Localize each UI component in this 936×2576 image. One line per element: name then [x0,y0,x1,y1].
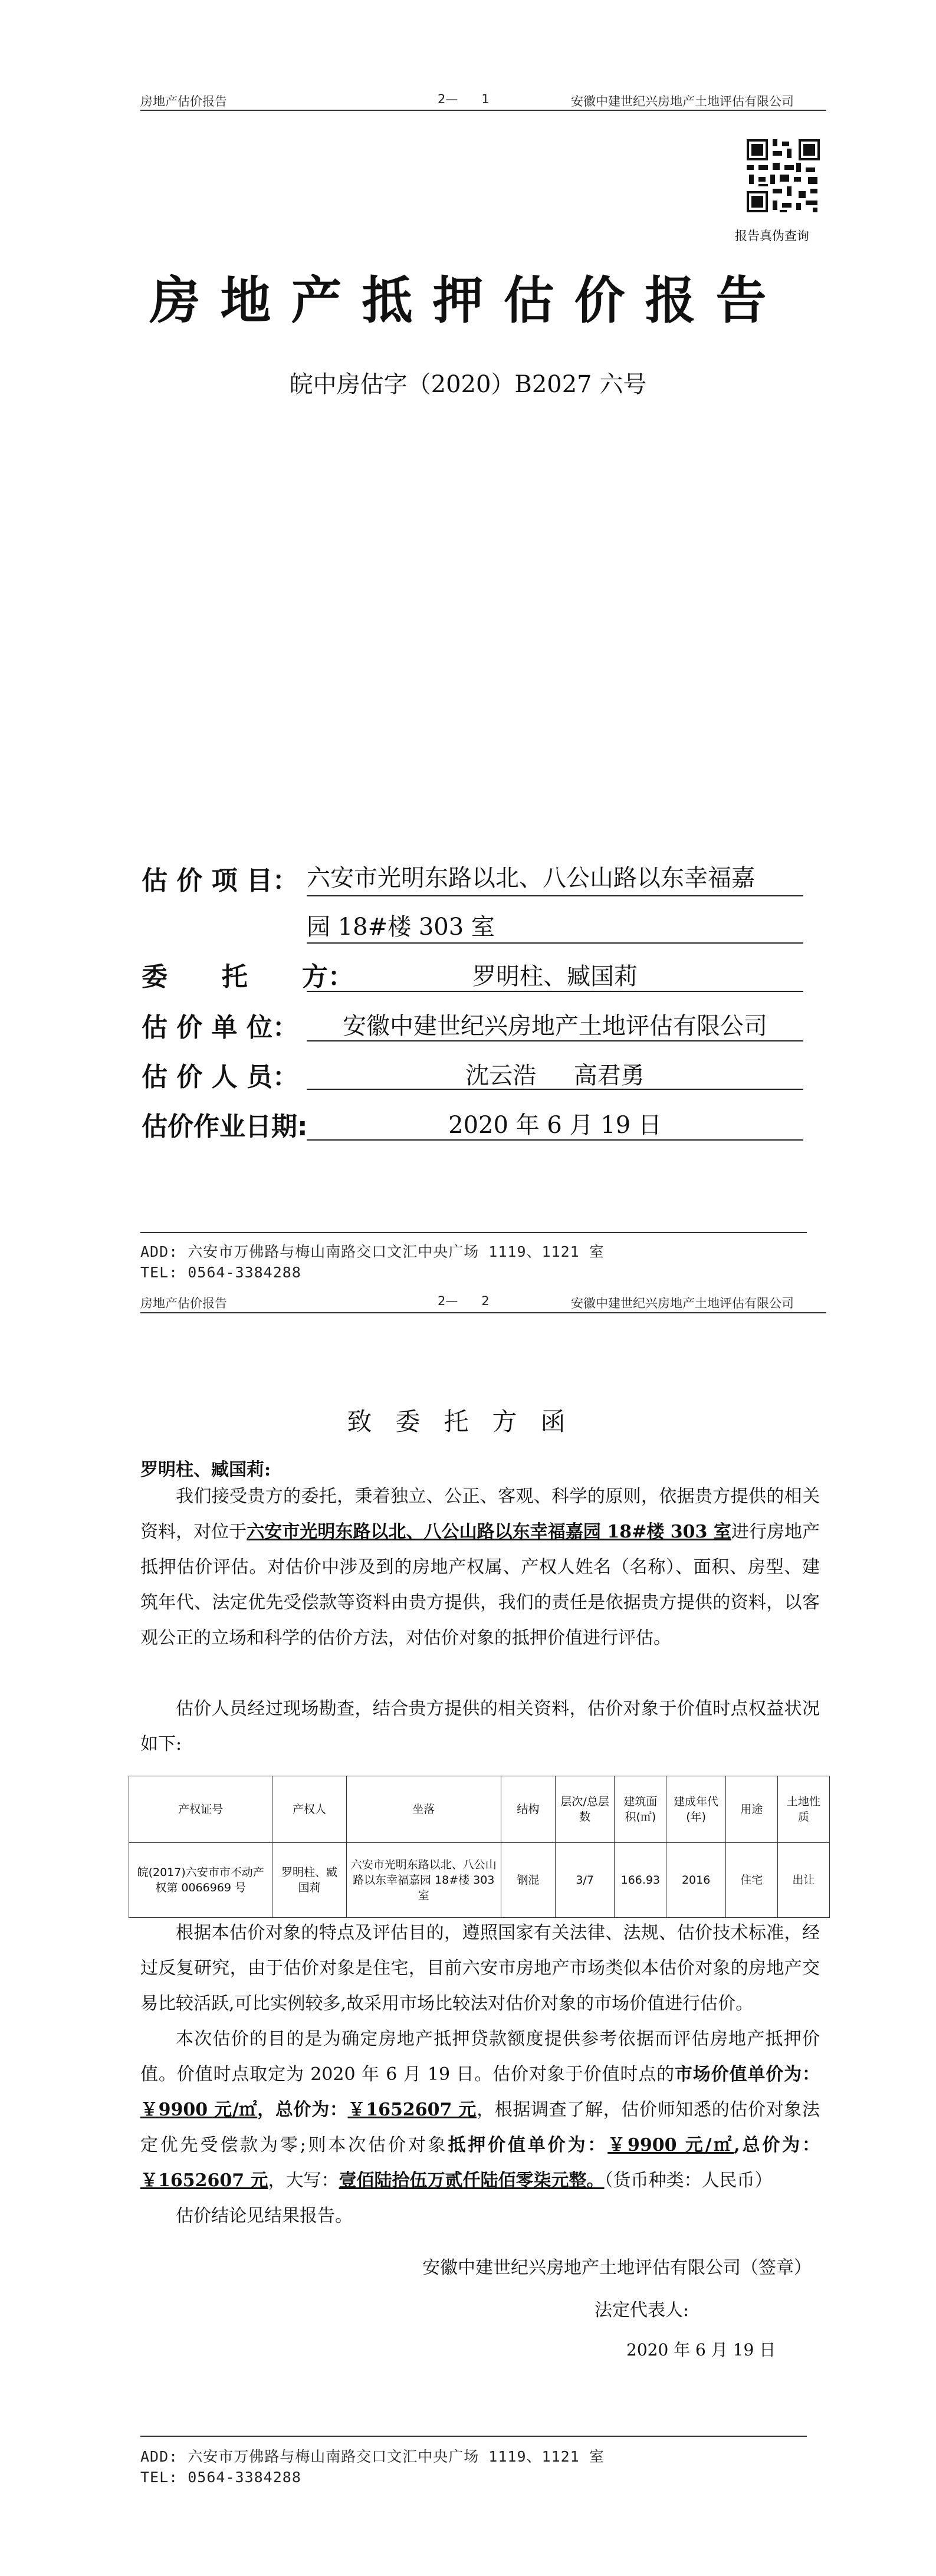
table-header: 土地性质 [777,1776,829,1843]
property-rights-table [129,1776,830,1918]
signature-company: 安徽中建世纪兴房地产土地评估有限公司（签章） [422,2258,812,2278]
qr-code-icon[interactable] [744,137,822,215]
table-cell: 皖(2017)六安市市不动产权第 0066969 号 [129,1843,272,1918]
page1-footer-rule [140,1232,807,1233]
page1-header-rule [140,110,826,111]
field-label-appraisers: 估 价 人 员： [142,1062,298,1092]
qr-label: 报告真伪查询 [735,229,809,243]
page1-header-left: 房地产估价报告 [140,94,227,109]
table-cell: 住宅 [725,1843,777,1918]
table-cell: 2016 [666,1843,725,1918]
table-row [129,1843,830,1918]
table-cell: 出让 [777,1843,829,1918]
underline-appraisers [307,1089,803,1090]
field-value-project-line1: 六安市光明东路以北、八公山路以东幸福嘉 [307,865,755,892]
field-value-date: 2020 年 6 月 19 日 [448,1112,662,1139]
mortgage-unit-price: ￥9900 元/㎡ [607,2135,734,2156]
underline-project-1 [307,895,803,896]
signature-legal-rep: 法定代表人: [595,2300,689,2321]
letter-paragraph-2: 估价人员经过现场勘查，结合贵方提供的相关资料，估价对象于价值时点权益状况如下: [140,1698,820,1754]
letter-title: 致委托方函 [347,1407,589,1436]
field-label-appraiser-firm: 估 价 单 位： [142,1013,298,1043]
field-label-client: 委 托 方： [142,962,354,992]
table-cell: 罗明柱、臧国莉 [272,1843,346,1918]
field-label-project: 估 价 项 目： [142,866,298,896]
report-number: 皖中房估字（2020）B2027 六号 [289,371,647,398]
table-cell: 3/7 [555,1843,614,1918]
page2-footer-address: ADD: 六安市万佛路与梅山南路交口文汇中央广场 1119、1121 室 [140,2448,605,2465]
amount-in-words: 壹佰陆拾伍万贰仟陆佰零柒元整。 [339,2170,605,2191]
table-header: 层次/总层数 [555,1776,614,1843]
field-value-client: 罗明柱、臧国莉 [472,963,638,990]
page1-header-right: 安徽中建世纪兴房地产土地评估有限公司 [571,94,794,109]
letter-paragraph-5: 估价结论见结果报告。 [176,2206,353,2226]
page2-footer-rule [140,2436,807,2437]
page2-header-right: 安徽中建世纪兴房地产土地评估有限公司 [571,1296,794,1310]
mortgage-unit-price-label: 抵押价值单价为： [448,2135,608,2156]
table-cell: 六安市光明东路以北、八公山路以东幸福嘉园 18#楼 303 室 [346,1843,501,1918]
mortgage-total-price: ￥1652607 元 [140,2170,268,2191]
market-unit-price: ￥9900 元/㎡ [140,2099,258,2120]
market-unit-price-label: 市场价值单价为： [674,2064,820,2085]
underline-client [307,991,803,992]
table-cell: 钢混 [501,1843,555,1918]
page2-page-number: 2— 2 [438,1294,490,1308]
letter-paragraph-4: 本次估价的目的是为确定房地产抵押贷款额度提供参考依据而评估房地产抵押价值。价值时点取定为 2020 年 6 月 19 日。估价对象于价值时点的市场价值单价为：￥9900 元/㎡，总价为：￥1652607 元，根据调查了解，估价师知悉的估价对象法定优先受偿款为零;则本次估价对象抵押价值单价为：￥9900 元/㎡,总价为：￥1652607 元，大写：壹佰陆拾伍万贰仟陆佰零柒元整。（货币种类：人民币） [140,2029,820,2191]
table-header: 坐落 [346,1776,501,1843]
page1-footer-address: ADD: 六安市万佛路与梅山南路交口文汇中央广场 1119、1121 室 [140,1243,605,1260]
page2-header-left: 房地产估价报告 [140,1296,227,1310]
table-cell: 166.93 [615,1843,666,1918]
letter-paragraph-3: 根据本估价对象的特点及评估目的，遵照国家有关法律、法规、估价技术标准，经过反复研究，由于估价对象是住宅，目前六安市房地产市场类似本估价对象的房地产交易比较活跃,可比实例较多,故采用市场比较法对估价对象的市场价值进行估价。 [140,1923,820,2014]
table-header: 结构 [501,1776,555,1843]
underline-date [307,1139,803,1141]
property-address: 六安市光明东路以北、八公山路以东幸福嘉园 18#楼 303 室 [247,1522,731,1542]
table-header: 产权人 [272,1776,346,1843]
table-header: 建筑面积(㎡) [615,1776,666,1843]
field-value-appraiser-firm: 安徽中建世纪兴房地产土地评估有限公司 [343,1013,767,1040]
table-header: 建成年代(年) [666,1776,725,1843]
field-value-project-line2: 园 18#楼 303 室 [307,914,495,941]
table-header: 用途 [725,1776,777,1843]
field-value-appraisers: 沈云浩 高君勇 [465,1062,645,1089]
field-label-date: 估价作业日期: [142,1112,308,1142]
table-header: 产权证号 [129,1776,272,1843]
letter-paragraph-1: 我们接受贵方的委托，秉着独立、公正、客观、科学的原则，依据贵方提供的相关资料，对位于六安市光明东路以北、八公山路以东幸福嘉园 18#楼 303 室进行房地产抵押估价评估。对估价中涉及到的房地产权属、产权人姓名（名称）、面积、房型、建筑年代、法定优先受偿款等资料由贵方提供，我们的责任是依据贵方提供的资料，以客观公正的立场和科学的估价方法，对估价对象的抵押价值进行评估。 [140,1486,820,1648]
page2-footer-tel: TEL: 0564-3384288 [140,2469,301,2486]
table-header-row [129,1776,830,1843]
page1-footer-tel: TEL: 0564-3384288 [140,1264,301,1281]
report-title: 房地产抵押估价报告 [149,271,787,330]
letter-salutation: 罗明柱、臧国莉: [140,1460,271,1480]
underline-project-2 [307,942,803,944]
page1-page-number: 2— 1 [438,92,490,106]
market-total-price: ￥1652607 元 [347,2099,477,2120]
signature-date: 2020 年 6 月 19 日 [626,2340,776,2360]
page2-header-rule [140,1312,826,1313]
underline-firm [307,1040,803,1041]
